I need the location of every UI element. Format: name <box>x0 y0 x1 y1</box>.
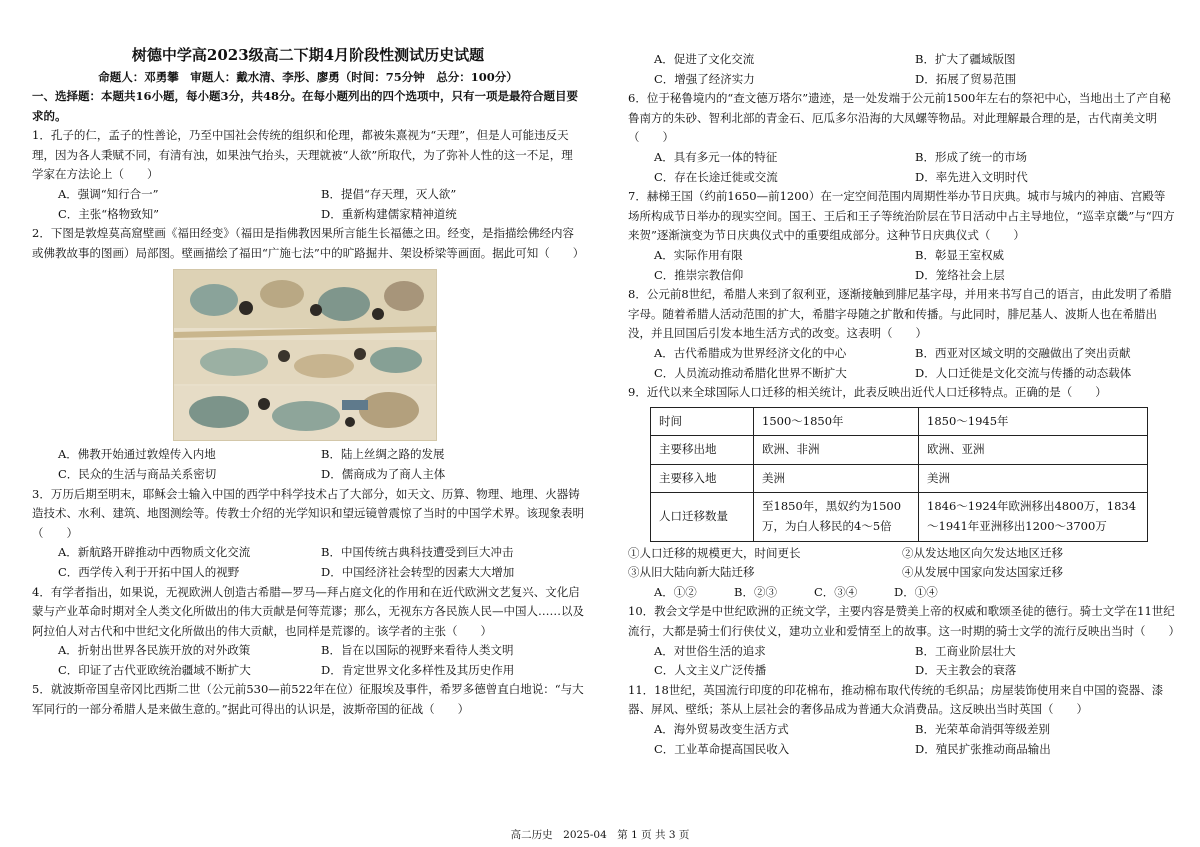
option-c: C．③④ <box>814 584 858 599</box>
option-c: C．印证了古代亚欧统治疆域不断扩大 <box>58 662 251 677</box>
option-d: D．天主教会的衰落 <box>915 663 1017 678</box>
option-a: A．新航路开辟推动中西物质文化交流 <box>58 545 251 560</box>
option-c: C．人员流动推动希腊化世界不断扩大 <box>654 365 847 380</box>
options <box>32 445 584 484</box>
option-d: D．人口迁徙是文化交流与传播的动态载体 <box>915 365 1132 380</box>
option-b: B．旨在以国际的视野来看待人类文明 <box>321 643 514 658</box>
option-b: B．提倡“存天理，灭人欲” <box>321 186 457 201</box>
option-c: C．人文主义广泛传播 <box>654 663 767 678</box>
option-a: A．对世俗生活的追求 <box>654 643 766 658</box>
option-d: D．重新构建儒家精神道统 <box>321 206 457 221</box>
table-row <box>651 407 1148 436</box>
table-row <box>651 436 1148 465</box>
option-b: B．彰显王室权威 <box>915 247 1004 262</box>
right-column <box>628 50 1180 759</box>
question-4 <box>32 583 584 681</box>
table-cell: 美洲 <box>754 464 919 493</box>
options <box>628 246 1176 285</box>
exam-authors: 命题人：邓勇攀 审题人：戴水清、李彤、廖勇（时间：75分钟 总分：100分） <box>98 70 518 84</box>
option-c: C．增强了经济实力 <box>654 71 755 86</box>
table-cell: 主要移入地 <box>651 464 754 493</box>
table-cell: 主要移出地 <box>651 436 754 465</box>
table-cell: 美洲 <box>919 464 1148 493</box>
options <box>628 642 1176 681</box>
question-6 <box>628 89 1176 187</box>
left-column <box>32 40 584 720</box>
question-11 <box>628 681 1176 759</box>
options <box>32 185 584 224</box>
page-footer: 高二历史 2025-04 第 1 页 共 3 页 <box>510 829 690 841</box>
option-c: C．主张“格物致知” <box>58 206 160 221</box>
option-b: B．工商业阶层壮大 <box>915 643 1016 658</box>
option-a: A．促进了文化交流 <box>654 52 755 66</box>
option-c: C．存在长途迁徙或交流 <box>654 169 778 184</box>
question-stem: 2．下图是敦煌莫高窟壁画《福田经变》（福田是指佛教因果所言能生长福德之田。经变，是指描绘佛经内容或佛教故事的图画）局部图。壁画描绘了福田“广施七法”中的旷路掘井、架设桥梁等画面。据此可知（ ） <box>32 226 585 260</box>
options <box>628 720 1176 759</box>
question-stem: 3．万历后期至明末，耶稣会士输入中国的西学中科学技术占了大部分，如天文、历算、物理、地理、火器铸造技术、水利、建筑、地图测绘等。传教士介绍的光学知识和望远镜曾震惊了当时的中国学术界。该现象表明（ ） <box>32 486 584 540</box>
option-a: A．①② <box>654 584 697 599</box>
option-a: A．实际作用有限 <box>654 247 743 262</box>
option-c: C．推崇宗教信仰 <box>654 267 744 282</box>
option-b: B．陆上丝绸之路的发展 <box>321 447 445 462</box>
options <box>628 344 1176 383</box>
question-8 <box>628 285 1176 383</box>
question-stem: 4．有学者指出，如果说，无视欧洲人创造古希腊—罗马—拜占庭文化的作用和在近代欧洲文艺复兴、文化启蒙与产业革命时期对全人类文化所做出的伟大贡献是何等荒谬；那么，无视东方各民族人民—中国人……以及阿拉伯人对古代和中世纪文化所做出的伟大贡献，也同样是荒谬的。该学者的主张（ ） <box>32 584 584 638</box>
table-cell: 欧洲、亚洲 <box>919 436 1148 465</box>
options <box>628 583 974 603</box>
option-d: D．率先进入文明时代 <box>915 169 1028 184</box>
table-row <box>651 493 1148 541</box>
statements <box>628 544 1176 583</box>
question-stem: 10．教会文学是中世纪欧洲的正统文学，主要内容是赞美上帝的权威和歌颂圣徒的德行。骑士文学在11世纪流行，大都是骑士们行侠仗义，建功立业和爱情至上的故事。这一时期的骑士文学的流行反映出当时（ ） <box>628 604 1180 639</box>
table-cell: 至1850年，黑奴约为1500万，为白人移民的4～5倍 <box>754 493 919 541</box>
option-d: D．拓展了贸易范围 <box>915 71 1017 86</box>
question-stem: 1．孔子的仁，孟子的性善论，乃至中国社会传统的组织和伦理，都被朱熹视为“天理”，但是人可能违反天理，因为各人秉赋不同，有清有浊，如果浊气抬头，天理就被“人欲”所取代，为了弥补人性的这一不足，理学家在方法论上（ ） <box>32 128 573 182</box>
option-a: A．强调“知行合一” <box>58 186 159 201</box>
option-a: A．折射出世界各民族开放的对外政策 <box>58 643 251 658</box>
option-b: B．扩大了疆域版图 <box>915 52 1016 66</box>
option-d: D．儒商成为了商人主体 <box>321 466 446 481</box>
option-d: D．笼络社会上层 <box>915 267 1005 282</box>
statement-1: ①人口迁移的规模更大，时间更长 <box>628 545 801 560</box>
question-1 <box>32 126 584 224</box>
options <box>32 543 584 582</box>
question-2 <box>32 224 584 484</box>
table-cell: 人口迁移数量 <box>651 493 754 541</box>
option-c: C．西学传入利于开拓中国人的视野 <box>58 564 240 579</box>
question-9 <box>628 383 1176 602</box>
table-cell: 1500～1850年 <box>754 407 919 436</box>
question-3 <box>32 485 584 583</box>
table-cell: 时间 <box>651 407 754 436</box>
option-c: C．工业革命提高国民收入 <box>654 741 790 756</box>
question-5-options <box>628 50 1176 89</box>
question-stem: 6．位于秘鲁境内的“查文德万塔尔”遗迹，是一处发端于公元前1500年左右的祭祀中心，当地出土了产自秘鲁南方的朱砂、智利北部的青金石、厄瓜多尔沿海的大凤螺等物品。对此理解最合理的是，古代南美文明（ ） <box>628 91 1171 145</box>
question-5 <box>32 680 584 719</box>
question-10 <box>628 602 1180 680</box>
option-b: B．光荣革命消弭等级差别 <box>915 722 1050 736</box>
question-stem: 7．赫梯王国（约前1650—前1200）在一定空间范围内周期性举办节日庆典。城市与城内的神庙、宫殿等场所构成节日举办的现实空间。国王、王后和王子等统治阶层在节日活动中占主导地位，“巡幸京畿”与“四方来贺”逐渐演变为节日庆典仪式中的重要组成部分。这种节日庆典仪式（ ） <box>628 189 1175 243</box>
options <box>628 148 1176 187</box>
option-d: D．中国经济社会转型的因素大大增加 <box>321 564 515 579</box>
question-stem: 5．就波斯帝国皇帝冈比西斯二世（公元前530—前522年在位）征服埃及事件，希罗多德曾直白地说：“与大军同行的一部分希腊人是来做生意的。”据此可得出的认识是，波斯帝国的征战（ ） <box>32 682 584 717</box>
migration-table <box>650 407 1148 542</box>
option-b: B．②③ <box>734 584 777 599</box>
statement-3: ③从旧大陆向新大陆迁移 <box>628 565 755 580</box>
section-heading: 一、选择题：本题共16小题，每小题3分，共48分。在每小题列出的四个选项中，只有一项是最符合题目要求的。 <box>32 89 579 123</box>
option-b: B．中国传统古典科技遭受到巨大冲击 <box>321 545 514 560</box>
option-d: D．殖民扩张推动商品输出 <box>915 741 1051 756</box>
option-a: A．佛教开始通过敦煌传入内地 <box>58 447 216 462</box>
question-stem: 9．近代以来全球国际人口迁移的相关统计，此表反映出近代人口迁移特点。正确的是（ ） <box>628 385 1107 400</box>
option-c: C．民众的生活与商品关系密切 <box>58 466 217 481</box>
table-row <box>651 464 1148 493</box>
option-b: B．形成了统一的市场 <box>915 149 1027 164</box>
exam-title: 树德中学高2023级高二下期4月阶段性测试历史试题 <box>131 46 485 64</box>
table-cell: 1846～1924年欧洲移出4800万，1834～1941年亚洲移出1200～3700万 <box>919 493 1148 541</box>
option-a: A．古代希腊成为世界经济文化的中心 <box>654 345 847 360</box>
option-a: A．海外贸易改变生活方式 <box>654 722 789 736</box>
question-stem: 8．公元前8世纪，希腊人来到了叙利亚，逐渐接触到腓尼基字母，并用来书写自己的语言，由此发明了希腊字母。随着希腊人活动范围的扩大，希腊字母随之扩散和传播。与此同时，腓尼基人、波斯人也在希腊出没，并且回国后引发本地生活方式的改变。这表明（ ） <box>628 287 1172 341</box>
question-stem: 11．18世纪，英国流行印度的印花棉布，推动棉布取代传统的毛织品；房屋装饰使用来自中国的瓷器、漆器、屏风、壁纸；茶从上层社会的奢侈品成为普通大众消费品。这反映出当时英国（ ） <box>628 682 1164 717</box>
mural-image <box>173 269 437 441</box>
table-cell: 1850～1945年 <box>919 407 1148 436</box>
statement-2: ②从发达地区向欠发达地区迁移 <box>902 545 1063 560</box>
options <box>32 641 584 680</box>
statement-4: ④从发展中国家向发达国家迁移 <box>902 565 1063 580</box>
option-d: D．①④ <box>894 584 938 599</box>
option-d: D．肯定世界文化多样性及其历史作用 <box>321 662 515 677</box>
option-a: A．具有多元一体的特征 <box>654 149 778 164</box>
option-b: B．西亚对区域文明的交融做出了突出贡献 <box>915 345 1131 360</box>
table-cell: 欧洲、非洲 <box>754 436 919 465</box>
question-7 <box>628 187 1176 285</box>
